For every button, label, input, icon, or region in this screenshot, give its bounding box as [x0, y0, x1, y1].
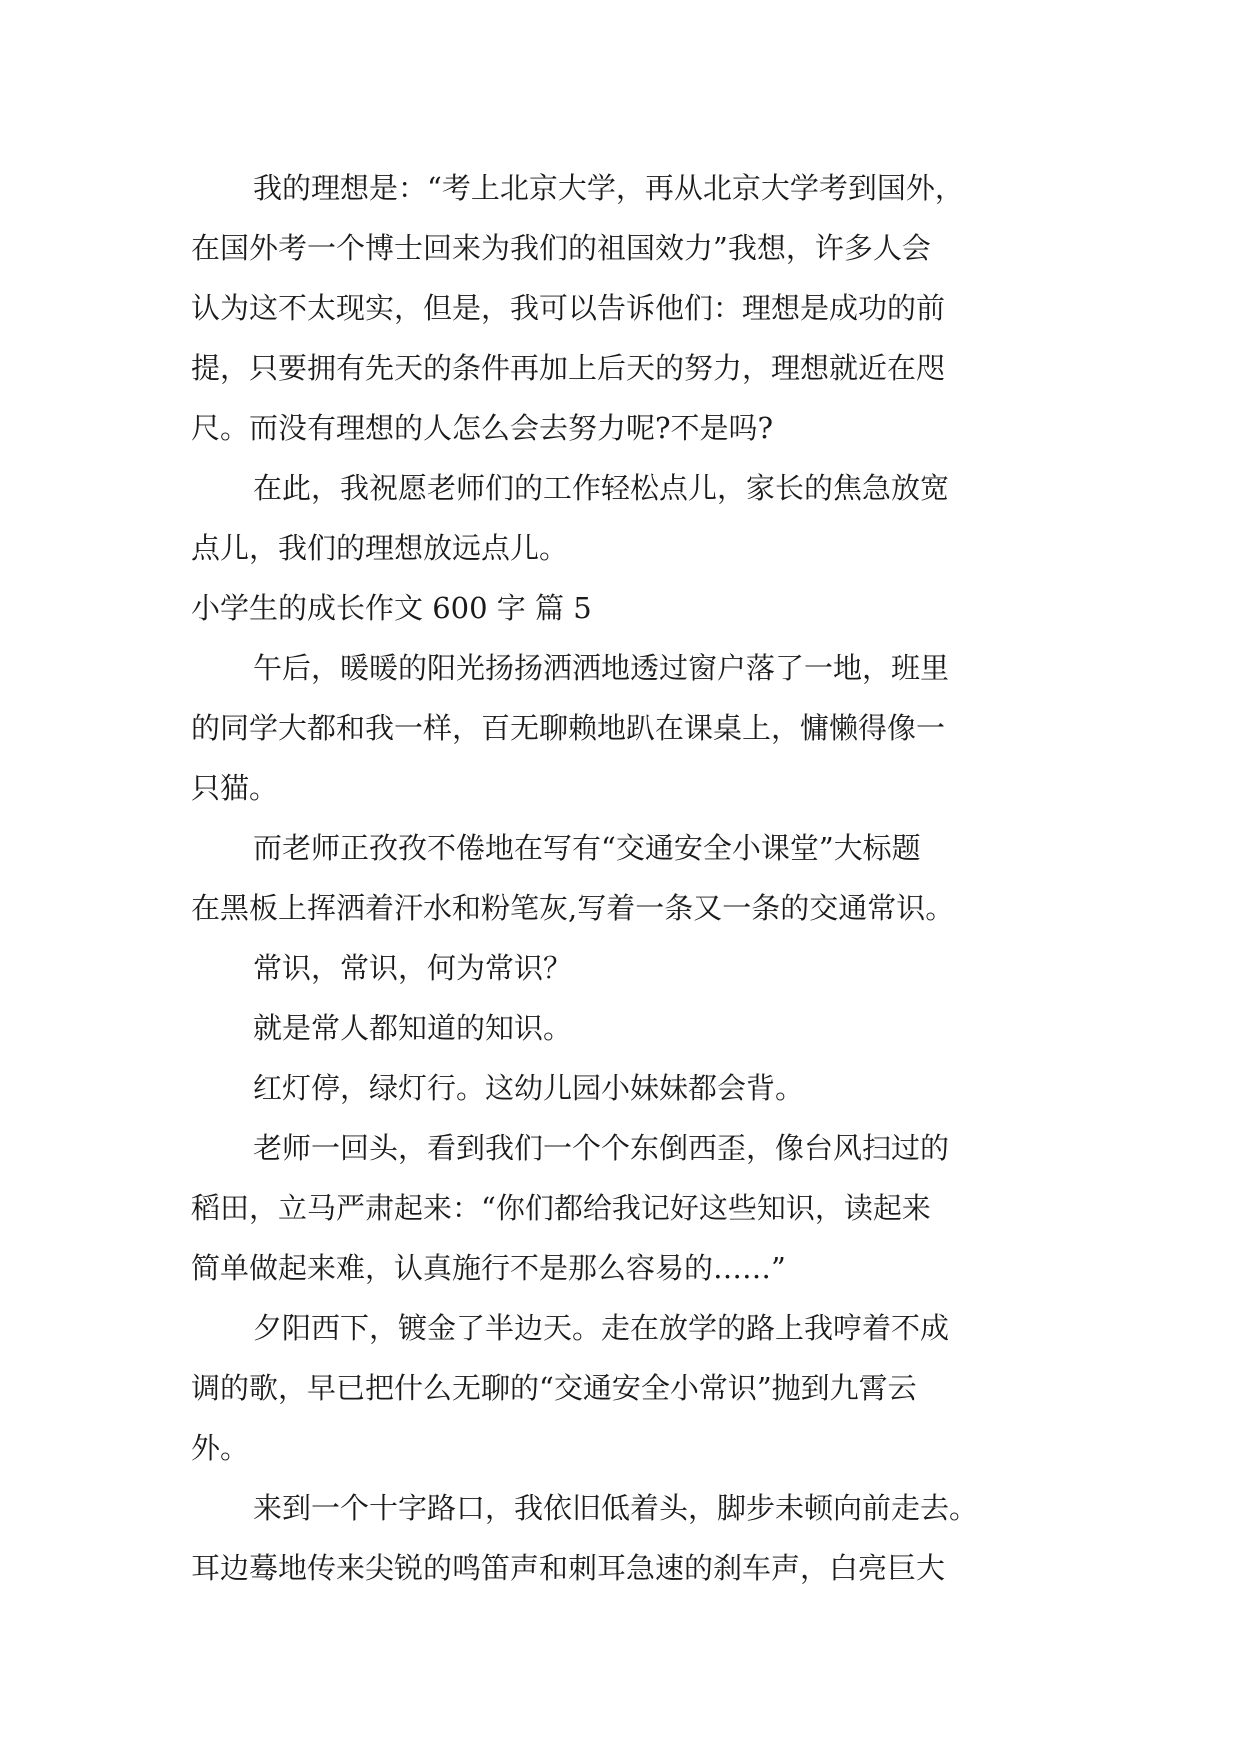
paragraph-line: 的同学大都和我一样，百无聊赖地趴在课桌上，慵懒得像一 — [191, 711, 946, 745]
paragraph-line: 外。 — [191, 1431, 250, 1465]
paragraph-line: 在此，我祝愿老师们的工作轻松点儿，家长的焦急放宽 — [253, 471, 950, 505]
paragraph-line: 调的歌，早已把什么无聊的“交通安全小常识”抛到九霄云 — [191, 1371, 917, 1405]
paragraph-line: 夕阳西下，镀金了半边天。走在放学的路上我哼着不成 — [253, 1311, 950, 1345]
paragraph-line: 简单做起来难，认真施行不是那么容易的……” — [191, 1251, 786, 1285]
paragraph-line: 就是常人都知道的知识。 — [253, 1011, 573, 1045]
paragraph-line: 稻田，立马严肃起来：“你们都给我记好这些知识，读起来 — [191, 1191, 931, 1225]
paragraph-line: 耳边蓦地传来尖锐的鸣笛声和刺耳急速的刹车声，白亮巨大 — [191, 1551, 946, 1585]
paragraph-line: 来到一个十字路口，我依旧低着头，脚步未顿向前走去。 — [253, 1491, 979, 1525]
paragraph-line: 尺。而没有理想的人怎么会去努力呢?不是吗? — [191, 411, 774, 445]
paragraph-line: 而老师正孜孜不倦地在写有“交通安全小课堂”大标题 — [253, 831, 921, 865]
paragraph-line: 午后，暖暖的阳光扬扬洒洒地透过窗户落了一地，班里 — [253, 651, 950, 685]
section-heading: 小学生的成长作文 600 字 篇 5 — [191, 591, 592, 625]
document-body — [191, 158, 1061, 1598]
paragraph-line: 红灯停，绿灯行。这幼儿园小妹妹都会背。 — [253, 1071, 805, 1105]
paragraph-line: 认为这不太现实，但是，我可以告诉他们：理想是成功的前 — [191, 291, 946, 325]
paragraph-line: 点儿，我们的理想放远点儿。 — [191, 531, 569, 565]
paragraph-line: 在国外考一个博士回来为我们的祖国效力”我想，许多人会 — [191, 231, 931, 265]
paragraph-line: 我的理想是：“考上北京大学，再从北京大学考到国外， — [253, 171, 964, 205]
paragraph-line: 常识，常识，何为常识？ — [253, 951, 573, 985]
paragraph-line: 在黑板上挥洒着汗水和粉笔灰,写着一条又一条的交通常识。 — [191, 891, 955, 925]
paragraph-line: 老师一回头，看到我们一个个东倒西歪，像台风扫过的 — [253, 1131, 950, 1165]
paragraph-line: 提，只要拥有先天的条件再加上后天的努力，理想就近在咫 — [191, 351, 946, 385]
paragraph-line: 只猫。 — [191, 771, 279, 805]
